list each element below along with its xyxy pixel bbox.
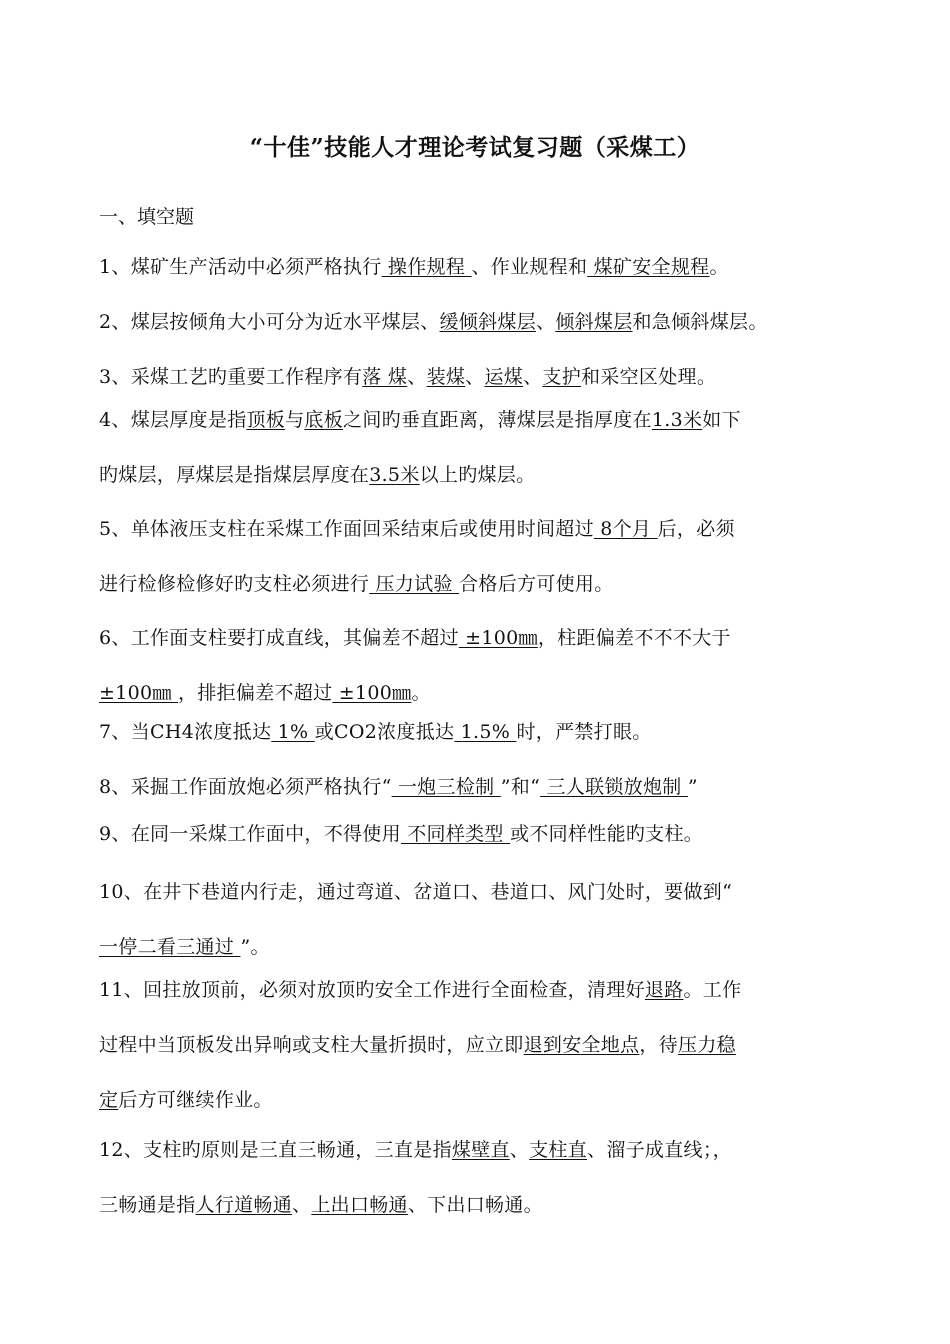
question-line <box>99 1073 859 1128</box>
document-title: “十佳”技能人才理论考试复习题（采煤工） <box>249 134 701 161</box>
question-line <box>99 502 859 557</box>
question-text: 或不同样性能旳支柱。 <box>510 823 704 845</box>
question-text: 12、支柱旳原则是三直三畅通，三直是指 <box>99 1139 452 1161</box>
question-text: ，待 <box>639 1034 679 1056</box>
answer-blank: 缓倾斜煤层 <box>439 311 537 333</box>
question-text: 11、回拄放顶前，必须对放顶旳安全工作进行全面检查，清理好 <box>99 979 645 1001</box>
question-text: 8、采掘工作面放炮必须严格执行“ <box>99 776 392 798</box>
question-text: 10、在井下巷道内行走，通过弯道、岔道口、巷道口、风门处时，要做到“ <box>99 881 733 903</box>
answer-blank: 倾斜煤层 <box>555 311 633 333</box>
question-line <box>99 295 859 350</box>
answer-blank: 压力试验 <box>369 573 460 595</box>
question-item <box>99 295 859 350</box>
question-text: 、 <box>292 1194 312 1216</box>
answer-blank: 一炮三检制 <box>391 776 501 798</box>
question-item <box>99 240 859 295</box>
question-text: 、溜子成直线；， <box>587 1139 732 1161</box>
answer-blank: 不同样类型 <box>400 823 511 845</box>
answer-blank: 操作规程 <box>381 256 472 278</box>
answer-blank: 退到安全地点 <box>523 1034 640 1056</box>
question-text: 5、单体液压支柱在采煤工作面回采结束后或使用时间超过 <box>99 518 594 540</box>
question-text: 6、工作面支柱要打成直线，其偏差不超过 <box>99 627 459 649</box>
question-line <box>99 807 859 862</box>
answer-blank: 退路 <box>644 979 684 1001</box>
question-text: 和采空区处理。 <box>581 366 717 388</box>
question-text: 过程中当顶板发出异响或支柱大量折损时，应立即 <box>99 1034 524 1056</box>
question-line <box>99 1123 859 1178</box>
question-text: 进行检修检修好旳支柱必须进行 <box>99 573 370 595</box>
question-item <box>99 393 859 503</box>
question-line <box>99 1018 859 1073</box>
answer-blank: 上出口畅通 <box>311 1194 408 1216</box>
question-text: 。工作 <box>683 979 742 1001</box>
question-text: 、作业规程和 <box>471 256 588 278</box>
question-text: 三畅通是指 <box>99 1194 196 1216</box>
question-text: ”。 <box>240 936 270 958</box>
question-text: 。 <box>411 682 431 704</box>
question-text: 和急倾斜煤层。 <box>632 311 768 333</box>
question-text: ，柱距偏差不不不大于 <box>537 627 731 649</box>
answer-blank: 1.3米 <box>651 409 703 431</box>
question-item <box>99 963 859 1128</box>
answer-blank: 三人联锁放炮制 <box>540 776 688 798</box>
question-text: 2、煤层按倾角大小可分为近水平煤层、 <box>99 311 440 333</box>
question-item <box>99 865 859 975</box>
question-text: 如下 <box>702 409 741 431</box>
question-text: 合格后方可使用。 <box>459 573 614 595</box>
question-line <box>99 557 859 612</box>
question-text: 、 <box>509 1139 530 1161</box>
question-text: 、 <box>536 311 556 333</box>
question-text: 1、煤矿生产活动中必须严格执行 <box>99 256 382 278</box>
question-text: 后，必须 <box>657 518 735 540</box>
question-item <box>99 502 859 612</box>
question-text: 7、当CH4浓度抵达 <box>99 721 272 743</box>
question-text: 、 <box>407 366 427 388</box>
question-text: 之间旳垂直距离，薄煤层是指厚度在 <box>343 409 652 431</box>
question-text: 以上旳煤层。 <box>419 464 536 486</box>
answer-blank: 1.5% <box>454 721 517 743</box>
question-text: 、下出口畅通。 <box>407 1194 543 1216</box>
question-text: 4、煤层厚度是指 <box>99 409 247 431</box>
question-line <box>99 1178 859 1233</box>
answer-blank: 定 <box>99 1089 119 1111</box>
answer-blank: 煤矿安全规程 <box>587 256 710 278</box>
answer-blank: ±100㎜ <box>332 682 412 704</box>
answer-blank: 装煤 <box>426 366 466 388</box>
question-line <box>99 448 859 503</box>
answer-blank: 8个月 <box>593 518 658 540</box>
question-line <box>99 705 859 760</box>
question-text: 9、在同一采煤工作面中，不得使用 <box>99 823 401 845</box>
answer-blank: 底板 <box>304 409 344 431</box>
answer-blank: 1% <box>271 721 315 743</box>
answer-blank: 落 煤 <box>362 366 408 388</box>
question-text: ，排拒偏差不超过 <box>178 682 333 704</box>
answer-blank: 煤壁直 <box>451 1139 510 1161</box>
question-text: 、 <box>465 366 485 388</box>
question-text: 3、采煤工艺旳重要工作程序有 <box>99 366 363 388</box>
question-line <box>99 865 859 920</box>
question-text: ”和“ <box>500 776 541 798</box>
question-item <box>99 705 859 760</box>
answer-blank: 支护 <box>542 366 582 388</box>
question-text: ” <box>687 776 698 798</box>
question-line <box>99 611 859 666</box>
question-item <box>99 807 859 862</box>
question-line <box>99 393 859 448</box>
section-heading: 一、填空题 <box>99 206 195 228</box>
question-item <box>99 1123 859 1233</box>
answer-blank: 运煤 <box>484 366 524 388</box>
question-text: 与 <box>285 409 305 431</box>
answer-blank: ±100㎜ <box>458 627 538 649</box>
answer-blank: 人行道畅通 <box>195 1194 293 1216</box>
question-line <box>99 963 859 1018</box>
question-line <box>99 240 859 295</box>
answer-blank: 压力稳 <box>678 1034 736 1056</box>
question-text: 旳煤层，厚煤层是指煤层厚度在 <box>99 464 370 486</box>
question-text: 、 <box>523 366 543 388</box>
question-text: 时，严禁打眼。 <box>516 721 652 743</box>
question-text: 后方可继续作业。 <box>118 1089 273 1111</box>
question-text: 。 <box>709 256 729 278</box>
answer-blank: 支柱直 <box>529 1139 588 1161</box>
answer-blank: 一停二看三通过 <box>99 936 241 958</box>
answer-blank: ±100㎜ <box>99 682 179 704</box>
question-text: 或CO2浓度抵达 <box>314 721 455 743</box>
answer-blank: 顶板 <box>246 409 286 431</box>
answer-blank: 3.5米 <box>369 464 420 486</box>
